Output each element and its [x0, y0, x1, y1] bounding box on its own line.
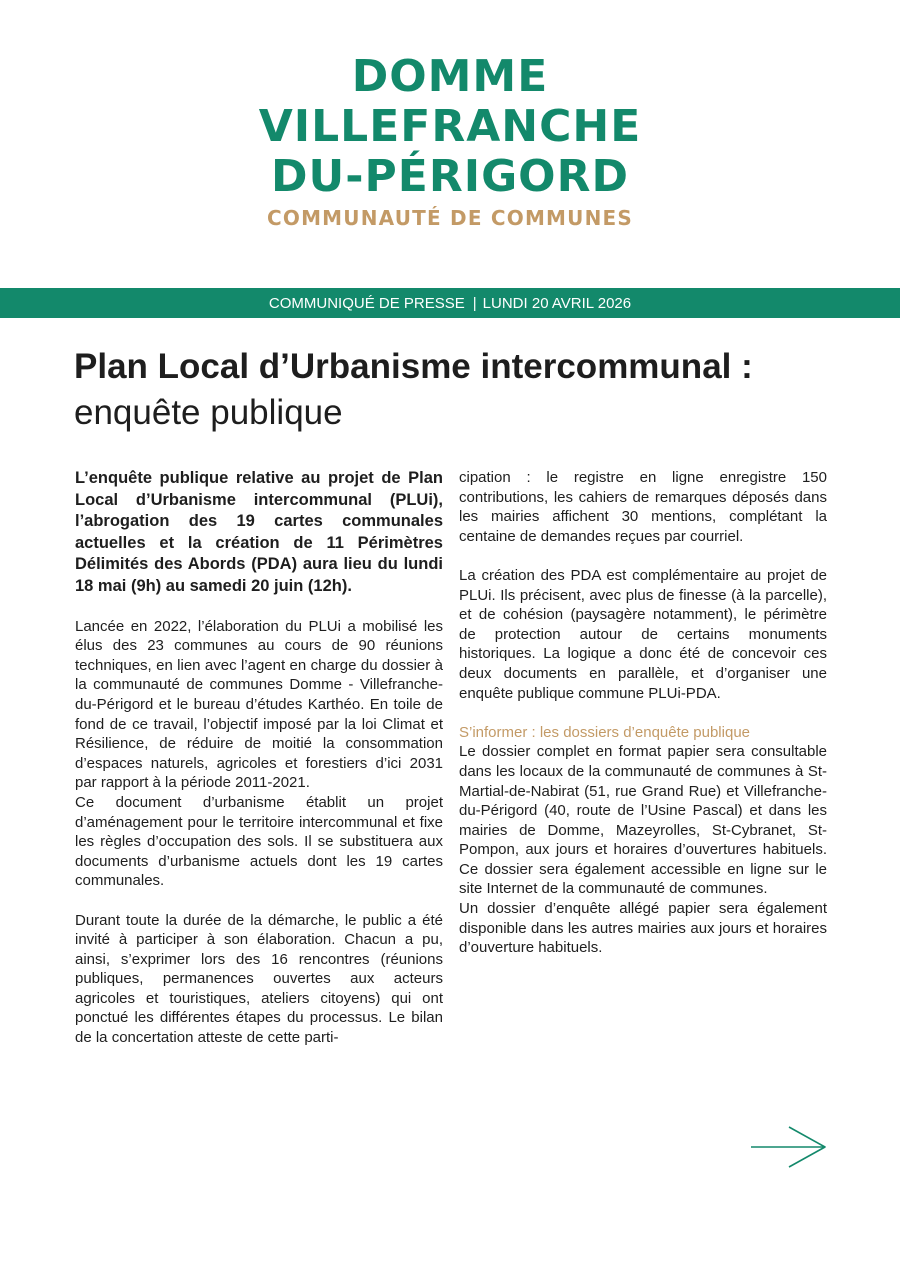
paragraph-document: Ce document d’urbanisme établit un projet d’aménagement pour le territoire intercommunal et fixe les règles d’occupation des sols. Il se substituera aux documents d’urbanisme actuels dont les 19 cartes communales. — [75, 793, 443, 890]
paragraph-elaboration: Lancée en 2022, l’élaboration du PLUi a mobilisé les élus des 23 communes au cours de 90 réunions techniques, en lien avec l’agent en charge du dossier à la communauté de communes Domme - Villefranche-du-Périgord et le bureau d’études Karthéo. En toile de fond de ce travail, l’objectif imposé par la loi Climat et Résilience, de réduire de moitié la consommation d’espaces naturels, agricoles et forestiers d’ici 2031 par rapport à la période 2011-2021. — [75, 617, 443, 792]
spacer — [75, 597, 443, 617]
left-column — [75, 468, 443, 1048]
logo-line-villefranche: VILLEFRANCHE — [258, 101, 642, 152]
page-title — [74, 344, 854, 436]
press-release-band — [0, 288, 900, 318]
intro-paragraph: L’enquête publique relative au projet de Plan Local d’Urbanisme intercommunal (PLUi), l’abrogation des 19 cartes communales actuelles et la création de 11 Périmètres Délimités des Abords (PDA) aura lieu du lundi 18 mai (9h) au samedi 20 juin (12h). — [75, 469, 443, 595]
press-release-date: LUNDI 20 AVRIL 2026 — [482, 294, 632, 312]
logo — [0, 52, 900, 230]
title-subtitle: enquête publique — [74, 393, 343, 432]
paragraph-dossier-complet: Le dossier complet en format papier sera consultable dans les locaux de la communauté de communes à St-Martial-de-Nabirat (51, rue Grand Rue) et Villefranche-du-Périgord (40, route de l’Usine Pascal) et dans les mairies de Domme, Mazeyrolles, St-Cybranet, St-Pompon, aux jours et horaires d’ouvertures habituels. Ce dossier sera également accessible en ligne sur le site Internet de la communauté de communes. — [459, 743, 827, 898]
logo-line-domme: DOMME — [351, 51, 549, 102]
spacer — [459, 703, 827, 723]
spacer — [459, 546, 827, 566]
paragraph-pda: La création des PDA est complémentaire au projet de PLUi. Ils précisent, avec plus de finesse (à la parcelle), et de cohésion (paysagère notamment), le périmètre de protection autour de certains monuments historiques. La logique a donc été de concevoir ces deux documents en parallèle, et d’organiser une enquête publique commune PLUi-PDA. — [459, 566, 827, 702]
paragraph-participation: cipation : le registre en ligne enregistre 150 contributions, les cahiers de remarques déposés dans les mairies affichent 30 mentions, complétant la centaine de demandes reçues par courriel. — [459, 469, 827, 545]
paragraph-dossier-allege: Un dossier d’enquête allégé papier sera également disponible dans les autres mairies aux jours et horaires d’ouverture habituels. — [459, 900, 827, 957]
press-release-label: COMMUNIQUÉ DE PRESSE — [268, 294, 465, 312]
right-column — [459, 468, 827, 958]
section-subheading: S’informer : les dossiers d’enquête publique — [459, 723, 750, 741]
title-main: Plan Local d’Urbanisme intercommunal : — [74, 347, 753, 386]
logo-line-perigord: DU-PÉRIGORD — [271, 151, 629, 202]
arrow-right-icon[interactable] — [750, 1125, 828, 1169]
band-separator: | — [472, 294, 477, 312]
paragraph-concertation: Durant toute la durée de la démarche, le public a été invité à participer à son élaboration. Chacun a pu, ainsi, s’exprimer lors des 16 rencontres (réunions publiques, permanences ouvertes aux acteurs agricoles et touristiques, ateliers citoyens) qui ont ponctué les différentes étapes du processus. Le bilan de la concertation atteste de cette parti- — [75, 911, 443, 1047]
logo-subtitle: COMMUNAUTÉ DE COMMUNES — [267, 206, 633, 230]
spacer — [75, 891, 443, 911]
